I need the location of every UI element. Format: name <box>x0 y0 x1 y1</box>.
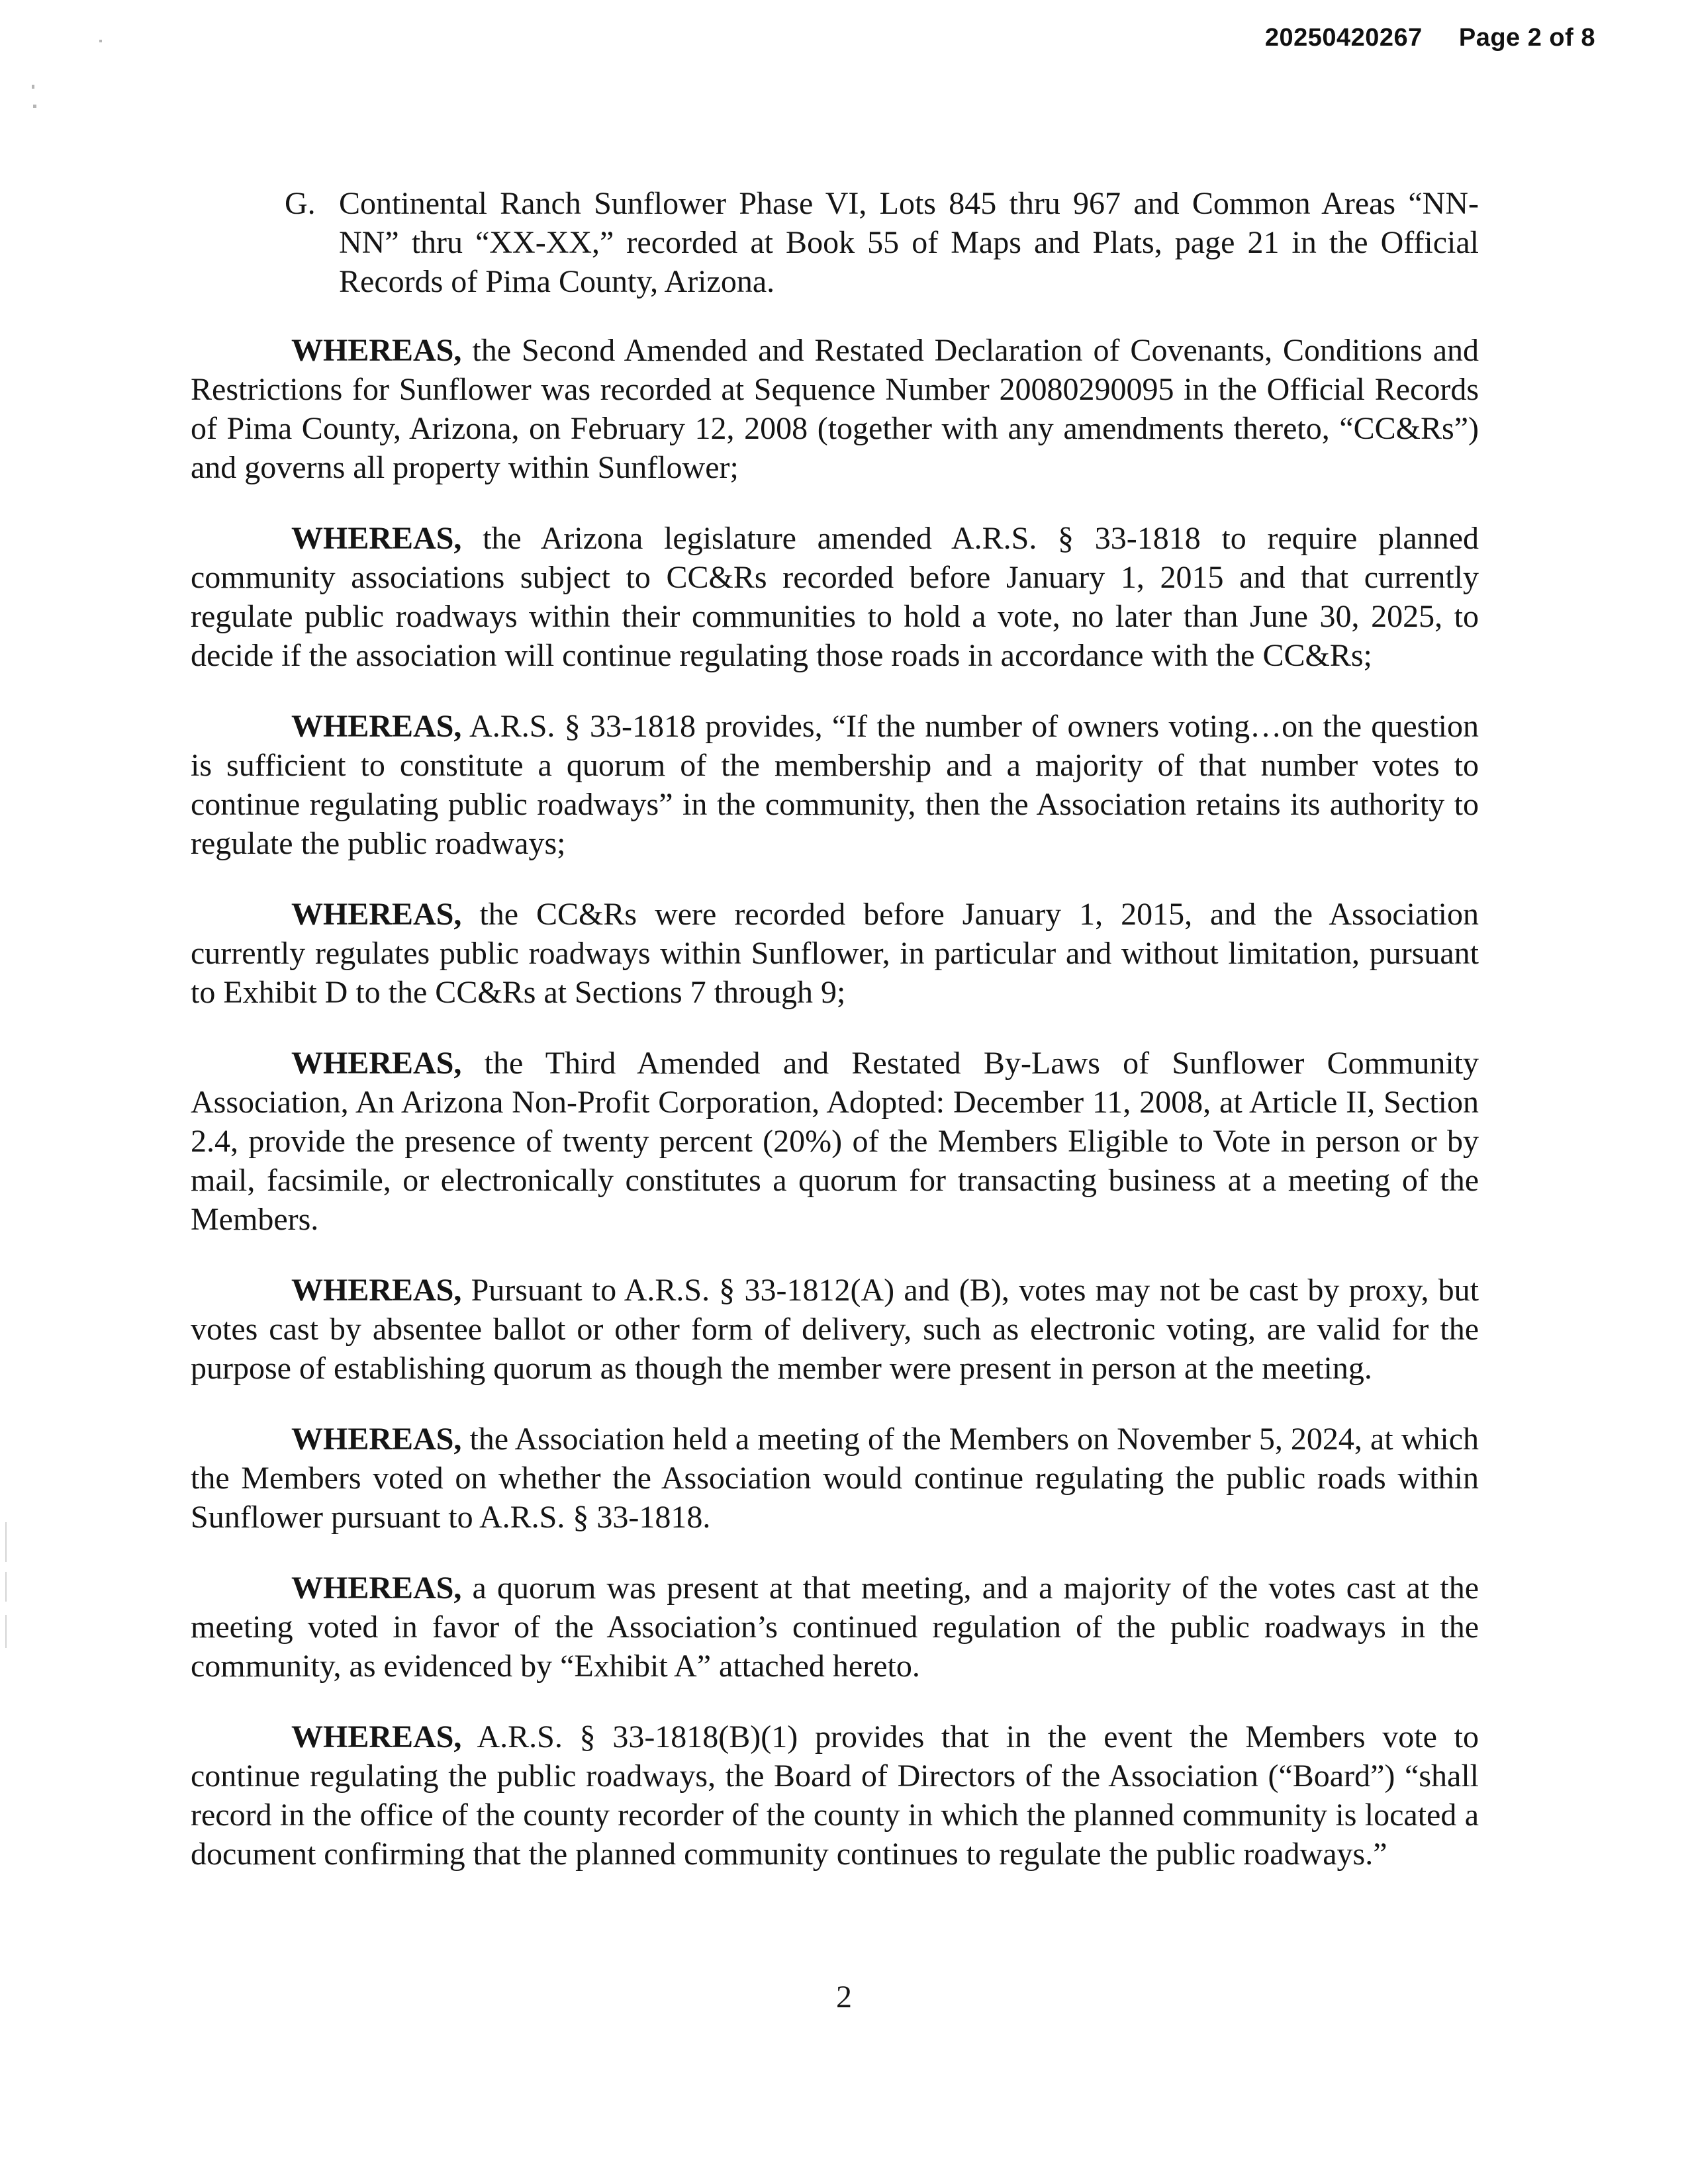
paragraph-text: A.R.S. § 33-1818(B)(1) provides that in the event the Members vote to continue regulating the public roadways, the Board of Directors of the Association (“Board”) “shall record in the office of the county recorder of the county in which the planned community is located a document confirming that the planned community continues to regulate the public roadways.” <box>191 1719 1479 1872</box>
whereas-paragraph <box>191 331 1479 487</box>
scan-edge-line <box>5 1522 7 1562</box>
whereas-paragraph <box>191 895 1479 1012</box>
scan-edge-line <box>5 1572 7 1602</box>
list-item-g <box>285 184 1479 301</box>
page-number: 2 <box>836 1979 852 2015</box>
recording-header <box>1265 24 1595 52</box>
paragraph-text: the Arizona legislature amended A.R.S. § 33-1818 to require planned community associations subject to CC&Rs recorded before January 1, 2015 and that currently regulate public roadways within their communities to hold a vote, no later than June 30, 2025, to decide if the association will continue regulating those roads in accordance with the CC&Rs; <box>191 521 1479 673</box>
scan-speck <box>32 85 34 89</box>
whereas-paragraph <box>191 519 1479 675</box>
list-item-text: Continental Ranch Sunflower Phase VI, Lots 845 thru 967 and Common Areas “NN-NN” thru “XX-XX,” recorded at Book 55 of Maps and Plats, page 21 in the Official Records of Pima County, Arizona. <box>339 186 1479 299</box>
whereas-lead: WHEREAS, <box>291 333 462 368</box>
paragraph-text: a quorum was present at that meeting, and a majority of the votes cast at the meeting voted in favor of the Association’s continued regulation of the public roadways in the community, as evidenced by “Exhibit A” attached hereto. <box>191 1570 1479 1684</box>
whereas-paragraph <box>191 707 1479 863</box>
whereas-paragraph <box>191 1271 1479 1388</box>
scan-speck <box>33 105 36 108</box>
paragraph-text: the Second Amended and Restated Declaration of Covenants, Conditions and Restrictions for Sunflower was recorded at Sequence Number 20080290095 in the Official Records of Pima County, Arizona, on February 12, 2008 (together with any amendments thereto, “CC&Rs”) and governs all property within Sunflower; <box>191 333 1479 485</box>
whereas-paragraph <box>191 1569 1479 1686</box>
whereas-lead: WHEREAS, <box>291 521 462 556</box>
document-number: 20250420267 <box>1264 24 1423 52</box>
scan-speck <box>99 40 102 42</box>
whereas-paragraph <box>191 1420 1479 1537</box>
whereas-lead: WHEREAS, <box>291 1273 462 1308</box>
list-item-marker: G. <box>285 186 316 221</box>
page-label: Page 2 of 8 <box>1458 24 1595 52</box>
whereas-paragraph <box>191 1717 1479 1874</box>
paragraph-text: the Association held a meeting of the Members on November 5, 2024, at which the Members voted on whether the Association would continue regulating the public roads within Sunflower pursuant to A.R.S. § 33-1818. <box>191 1422 1479 1535</box>
paragraph-text: A.R.S. § 33-1818 provides, “If the number of owners voting…on the question is sufficient to constitute a quorum of the membership and a majority of that number votes to continue regulating public roadways” in the community, then the Association retains its authority to regulate the public roadways; <box>191 709 1479 861</box>
paragraph-text: Pursuant to A.R.S. § 33-1812(A) and (B), votes may not be cast by proxy, but votes cast by absentee ballot or other form of delivery, such as electronic voting, are valid for the purpose of establishing quorum as though the member were present in person at the meeting. <box>191 1273 1479 1386</box>
recitals <box>191 331 1479 1905</box>
scan-edge-line <box>5 1615 7 1648</box>
whereas-lead: WHEREAS, <box>291 1422 462 1457</box>
whereas-lead: WHEREAS, <box>291 897 462 932</box>
paragraph-text: the CC&Rs were recorded before January 1, 2015, and the Association currently regulates public roadways within Sunflower, in particular and without limitation, pursuant to Exhibit D to the CC&Rs at Sections 7 through 9; <box>191 897 1479 1010</box>
paragraph-text: the Third Amended and Restated By-Laws of Sunflower Community Association, An Arizona Non-Profit Corporation, Adopted: December 11, 2008, at Article II, Section 2.4, provide the presence of twenty percent (20%) of the Members Eligible to Vote in person or by mail, facsimile, or electronically constitutes a quorum for transacting business at a meeting of the Members. <box>191 1046 1479 1237</box>
whereas-lead: WHEREAS, <box>291 1719 462 1754</box>
whereas-lead: WHEREAS, <box>291 709 462 744</box>
whereas-lead: WHEREAS, <box>291 1046 462 1081</box>
whereas-paragraph <box>191 1044 1479 1239</box>
whereas-lead: WHEREAS, <box>291 1570 462 1606</box>
